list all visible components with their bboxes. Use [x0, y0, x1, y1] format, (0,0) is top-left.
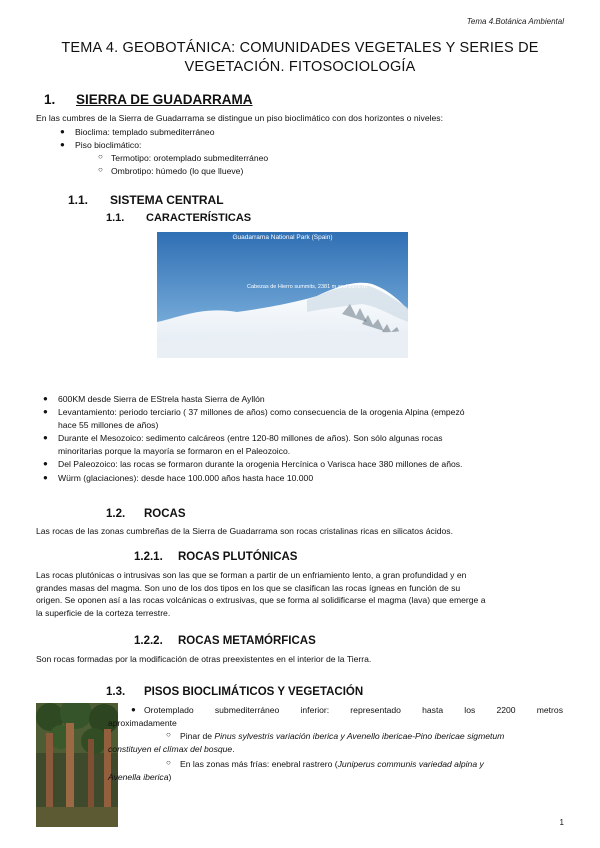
bullet-text-continued: hace 55 millones de años)	[58, 419, 159, 430]
section-1-3-number: 1.3.	[106, 686, 126, 698]
paragraph-line: origen. Se oponen así a las rocas volcánicas o extrusivas, que se forma al solidificarse el magma (lava) que emerge a	[36, 595, 486, 606]
page-number: 1	[559, 818, 564, 827]
mountain-photo	[157, 232, 408, 358]
bullet-text-continued: aproximadamente	[108, 717, 177, 728]
characteristic-item	[43, 458, 463, 471]
characteristic-item	[43, 406, 565, 431]
section-1-heading	[44, 92, 253, 107]
bullet-dot: ●	[60, 127, 65, 136]
bullet-text: Durante el Mesozoico: sedimento calcáreos (entre 120-80 millones de años). Son sólo algunas rocas	[58, 433, 443, 443]
section-1-title: SIERRA DE GUADARRAMA	[76, 92, 253, 107]
section-1-2-2-number: 1.2.2.	[134, 635, 163, 647]
bullet-dot: ●	[60, 140, 65, 149]
bullet-text: Levantamiento: periodo terciario ( 37 millones de años) como consecuencia de la orogenia Alpina (empezó	[58, 407, 465, 417]
bullet-text: Bioclima: templado submediterráneo	[75, 127, 215, 137]
bullet-dot: ●	[43, 473, 48, 482]
bullet-dot: ●	[43, 459, 48, 468]
subbullet-ombrotipo	[98, 165, 244, 178]
subbullet-circle: ○	[98, 165, 103, 174]
subbullet-termotipo	[98, 152, 269, 165]
bullet-text: Würm (glaciaciones): desde hace 100.000 años hasta hace 10.000	[58, 473, 314, 483]
section-1-2-2-text: Son rocas formadas por la modificación de otras preexistentes en el interior de la Tierra.	[36, 654, 372, 664]
characteristic-item	[43, 432, 565, 457]
bullet-text-continued: minoritarias porque la mayoría se formaron en el Paleozoico.	[58, 445, 291, 456]
paragraph-line: Las rocas plutónicas o intrusivas son las que se forman a partir de un enfriamiento lento, a gran profundidad y en	[36, 570, 467, 580]
subbullet-text: Termotipo: orotemplado submediterráneo	[111, 153, 269, 163]
bullet-dot: ●	[131, 705, 136, 714]
section-1-1-1-heading	[106, 212, 251, 224]
section-1-1-number: 1.1.	[68, 193, 89, 207]
section-1-1-title: SISTEMA CENTRAL	[110, 193, 224, 207]
forest-illustration	[36, 703, 118, 827]
bullet-text: Del Paleozoico: las rocas se formaron durante la orogenia Hercínica o Varisca hace 380 millones de años.	[58, 459, 463, 469]
bullet-dot: ●	[43, 394, 48, 403]
subbullet-line	[180, 730, 563, 743]
mountain-illustration	[157, 232, 408, 358]
title-line-2: VEGETACIÓN. FITOSOCIOLOGÍA	[184, 59, 416, 75]
subbullet-line-continued	[108, 743, 563, 756]
bullet-text: Piso bioclimático:	[75, 140, 142, 150]
photo-summit-label: Cabezas de Hierro summits, 2381 m and 2376 m	[247, 284, 367, 290]
paragraph-line: la superficie de la corteza terrestre.	[36, 607, 171, 618]
subbullet-line	[180, 758, 563, 771]
section-1-2-number: 1.2.	[106, 508, 126, 520]
section-1-2-1-heading	[134, 551, 297, 563]
subbullet-pinar	[108, 730, 563, 755]
pine-forest-photo	[36, 703, 118, 827]
paragraph-line: grandes masas del magma. Son uno de los dos tipos en los que se clasifican las rocas ígneas en función de su	[36, 582, 461, 593]
section-1-2-2-heading	[134, 635, 316, 647]
subbullet-text: En las zonas más frías: enebral rastrero (	[180, 759, 338, 769]
section-1-3-heading	[106, 686, 363, 698]
section-1-3-title: PISOS BIOCLIMÁTICOS Y VEGETACIÓN	[144, 686, 364, 698]
bullet-text: 600KM desde Sierra de EStrela hasta Sierra de Ayllón	[58, 394, 265, 404]
characteristic-item	[43, 472, 314, 485]
bullet-dot: ●	[43, 433, 48, 442]
subbullet-text: Ombrotipo: húmedo (lo que llueve)	[111, 166, 244, 176]
section-1-2-title: ROCAS	[144, 508, 186, 520]
section-1-intro: En las cumbres de la Sierra de Guadarrama se distingue un piso bioclimático con dos horizontes o niveles:	[36, 113, 443, 123]
document-title	[40, 39, 560, 77]
subbullet-circle: ○	[166, 730, 171, 739]
title-line-1: TEMA 4. GEOBOTÁNICA: COMUNIDADES VEGETALES Y SERIES DE	[61, 40, 539, 56]
species-name-2: Avenella iberica	[108, 771, 169, 782]
section-1-1-1-number: 1.1.	[106, 212, 125, 224]
section-1-2-heading	[106, 508, 186, 520]
subbullet-line-continued	[108, 771, 563, 784]
characteristic-item	[43, 393, 265, 406]
bullet-text: Orotemplado submediterráneo inferior: representado hasta los 2200 metros	[144, 705, 563, 715]
photo-caption: Guadarrama National Park (Spain)	[232, 234, 333, 241]
section-1-2-1-number: 1.2.1.	[134, 551, 163, 563]
section-1-2-text: Las rocas de las zonas cumbreñas de la Sierra de Guadarrama son rocas cristalinas ricas en silicatos ácidos.	[36, 526, 453, 536]
running-header: Tema 4.Botánica Ambiental	[466, 17, 564, 26]
species-clause: constituyen el clímax del bosque	[108, 743, 233, 754]
subbullet-enebral	[108, 758, 563, 783]
section-1-number: 1.	[44, 92, 56, 107]
punctuation: .	[232, 743, 235, 754]
subbullet-text: Pinar de	[180, 731, 215, 741]
bullet-piso	[60, 139, 142, 152]
section-1-2-2-title: ROCAS METAMÓRFICAS	[178, 635, 316, 647]
section-1-2-1-title: ROCAS PLUTÓNICAS	[178, 551, 298, 563]
section-1-1-1-title: CARACTERÍSTICAS	[146, 212, 252, 224]
subbullet-circle: ○	[98, 152, 103, 161]
species-name: Juniperus communis variedad alpina y	[337, 759, 484, 769]
section-1-2-1-text	[36, 569, 564, 619]
bullet-dot: ●	[43, 407, 48, 416]
subbullet-circle: ○	[166, 758, 171, 767]
bullet-orotemplado	[108, 704, 563, 729]
bullet-bioclima	[60, 126, 215, 139]
punctuation: )	[168, 771, 172, 782]
section-1-1-heading	[68, 193, 224, 207]
species-name: Pinus sylvestris variación iberica y Avenello ibericae-Pino ibericae sigmetum	[214, 731, 505, 741]
